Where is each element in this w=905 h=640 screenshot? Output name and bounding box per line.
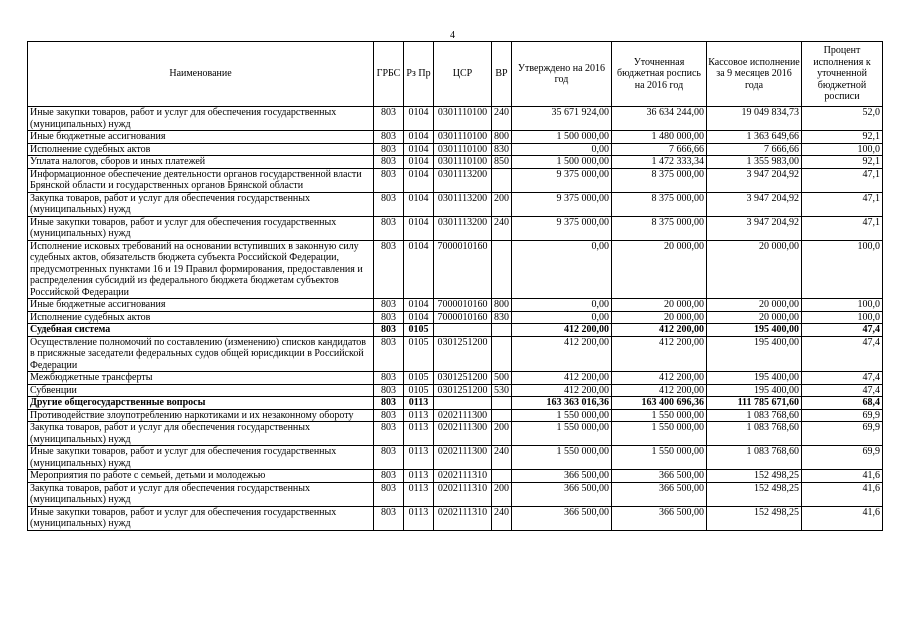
- cell-rz-pr: 0113: [404, 422, 434, 446]
- cell-rz-pr: 0105: [404, 372, 434, 385]
- cell-grbs: 803: [374, 143, 404, 156]
- cell-csr: 0301110100: [434, 131, 492, 144]
- cell-revised: 163 400 696,36: [612, 397, 707, 410]
- cell-percent: 69,9: [802, 446, 883, 470]
- cell-revised: 1 550 000,00: [612, 422, 707, 446]
- cell-name: Закупка товаров, работ и услуг для обеспечения государственных (муниципальных) нужд: [28, 482, 374, 506]
- cell-percent: 47,4: [802, 336, 883, 372]
- cell-rz-pr: 0113: [404, 470, 434, 483]
- cell-cash: 1 083 768,60: [707, 446, 802, 470]
- cell-percent: 100,0: [802, 311, 883, 324]
- cell-revised: 412 200,00: [612, 336, 707, 372]
- cell-rz-pr: 0113: [404, 446, 434, 470]
- cell-revised: 20 000,00: [612, 299, 707, 312]
- cell-grbs: 803: [374, 107, 404, 131]
- cell-name: Другие общегосударственные вопросы: [28, 397, 374, 410]
- table-row: [28, 299, 883, 312]
- cell-csr: 7000010160: [434, 311, 492, 324]
- cell-approved: 0,00: [512, 311, 612, 324]
- cell-approved: 9 375 000,00: [512, 192, 612, 216]
- cell-csr: 0301113200: [434, 168, 492, 192]
- cell-grbs: 803: [374, 240, 404, 299]
- table-row: [28, 107, 883, 131]
- table-row: [28, 470, 883, 483]
- cell-name: Межбюджетные трансферты: [28, 372, 374, 385]
- cell-csr: 0301251200: [434, 336, 492, 372]
- table-row: [28, 384, 883, 397]
- cell-vr: 200: [492, 482, 512, 506]
- cell-grbs: 803: [374, 156, 404, 169]
- cell-percent: 41,6: [802, 506, 883, 530]
- cell-vr: [492, 168, 512, 192]
- cell-revised: 412 200,00: [612, 324, 707, 337]
- cell-revised: 20 000,00: [612, 311, 707, 324]
- cell-csr: 0202111310: [434, 470, 492, 483]
- cell-vr: 240: [492, 216, 512, 240]
- cell-approved: 412 200,00: [512, 384, 612, 397]
- header-percent: Процент исполнения к уточненной бюджетной росписи: [802, 42, 883, 107]
- cell-percent: 100,0: [802, 299, 883, 312]
- cell-csr: 7000010160: [434, 299, 492, 312]
- cell-csr: 0202111300: [434, 446, 492, 470]
- cell-csr: 0202111300: [434, 422, 492, 446]
- cell-vr: 830: [492, 311, 512, 324]
- cell-grbs: 803: [374, 384, 404, 397]
- cell-approved: 0,00: [512, 299, 612, 312]
- cell-percent: 69,9: [802, 422, 883, 446]
- cell-grbs: 803: [374, 506, 404, 530]
- cell-approved: 9 375 000,00: [512, 216, 612, 240]
- cell-grbs: 803: [374, 311, 404, 324]
- header-grbs: ГРБС: [374, 42, 404, 107]
- cell-csr: 0202111310: [434, 482, 492, 506]
- cell-cash: 7 666,66: [707, 143, 802, 156]
- cell-revised: 8 375 000,00: [612, 216, 707, 240]
- cell-cash: 1 355 983,00: [707, 156, 802, 169]
- cell-percent: 41,6: [802, 470, 883, 483]
- cell-revised: 7 666,66: [612, 143, 707, 156]
- cell-approved: 0,00: [512, 240, 612, 299]
- cell-cash: 19 049 834,73: [707, 107, 802, 131]
- cell-revised: 20 000,00: [612, 240, 707, 299]
- cell-name: Информационное обеспечение деятельности органов государственной власти Брянской области и государственных органов Брянской области: [28, 168, 374, 192]
- cell-percent: 47,1: [802, 216, 883, 240]
- cell-approved: 412 200,00: [512, 336, 612, 372]
- cell-grbs: 803: [374, 397, 404, 410]
- cell-percent: 92,1: [802, 131, 883, 144]
- table-row: [28, 311, 883, 324]
- cell-csr: 0301113200: [434, 192, 492, 216]
- cell-percent: 47,1: [802, 168, 883, 192]
- cell-vr: [492, 240, 512, 299]
- header-name: Наименование: [28, 42, 374, 107]
- cell-grbs: 803: [374, 299, 404, 312]
- cell-vr: 830: [492, 143, 512, 156]
- cell-name: Иные закупки товаров, работ и услуг для обеспечения государственных (муниципальных) нужд: [28, 216, 374, 240]
- cell-name: Иные бюджетные ассигнования: [28, 131, 374, 144]
- header-approved: Утверждено на 2016 год: [512, 42, 612, 107]
- cell-rz-pr: 0104: [404, 240, 434, 299]
- cell-rz-pr: 0104: [404, 311, 434, 324]
- cell-cash: 1 363 649,66: [707, 131, 802, 144]
- cell-csr: 0301251200: [434, 384, 492, 397]
- cell-name: Иные закупки товаров, работ и услуг для обеспечения государственных (муниципальных) нужд: [28, 506, 374, 530]
- table-row: [28, 156, 883, 169]
- cell-cash: 195 400,00: [707, 336, 802, 372]
- cell-csr: 0202111310: [434, 506, 492, 530]
- cell-grbs: 803: [374, 324, 404, 337]
- cell-vr: [492, 409, 512, 422]
- table-row: [28, 240, 883, 299]
- cell-vr: [492, 324, 512, 337]
- cell-rz-pr: 0113: [404, 409, 434, 422]
- cell-csr: [434, 397, 492, 410]
- cell-csr: 7000010160: [434, 240, 492, 299]
- cell-cash: 1 083 768,60: [707, 409, 802, 422]
- cell-csr: 0301110100: [434, 156, 492, 169]
- cell-name: Осуществление полномочий по составлению (изменению) списков кандидатов в присяжные заседатели федеральных судов общей юрисдикции в Российской Федерации: [28, 336, 374, 372]
- cell-cash: 3 947 204,92: [707, 168, 802, 192]
- cell-revised: 1 480 000,00: [612, 131, 707, 144]
- cell-vr: 240: [492, 446, 512, 470]
- cell-csr: [434, 324, 492, 337]
- cell-revised: 8 375 000,00: [612, 168, 707, 192]
- cell-rz-pr: 0105: [404, 336, 434, 372]
- cell-grbs: 803: [374, 336, 404, 372]
- cell-name: Иные бюджетные ассигнования: [28, 299, 374, 312]
- cell-rz-pr: 0104: [404, 107, 434, 131]
- cell-rz-pr: 0113: [404, 506, 434, 530]
- cell-rz-pr: 0113: [404, 397, 434, 410]
- cell-csr: 0301110100: [434, 107, 492, 131]
- cell-cash: 111 785 671,60: [707, 397, 802, 410]
- cell-revised: 36 634 244,00: [612, 107, 707, 131]
- table-row: [28, 192, 883, 216]
- cell-name: Мероприятия по работе с семьей, детьми и молодежью: [28, 470, 374, 483]
- budget-table: [27, 41, 883, 531]
- cell-percent: 68,4: [802, 397, 883, 410]
- cell-csr: 0202111300: [434, 409, 492, 422]
- table-row: [28, 131, 883, 144]
- table-row: [28, 336, 883, 372]
- cell-csr: 0301251200: [434, 372, 492, 385]
- cell-cash: 20 000,00: [707, 311, 802, 324]
- header-csr: ЦСР: [434, 42, 492, 107]
- cell-name: Субвенции: [28, 384, 374, 397]
- cell-revised: 366 500,00: [612, 482, 707, 506]
- cell-name: Иные закупки товаров, работ и услуг для обеспечения государственных (муниципальных) нужд: [28, 446, 374, 470]
- cell-approved: 366 500,00: [512, 506, 612, 530]
- table-row: [28, 143, 883, 156]
- table-row: [28, 506, 883, 530]
- cell-name: Противодействие злоупотреблению наркотиками и их незаконному обороту: [28, 409, 374, 422]
- cell-rz-pr: 0105: [404, 324, 434, 337]
- header-revised: Уточненная бюджетная роспись на 2016 год: [612, 42, 707, 107]
- cell-approved: 1 500 000,00: [512, 131, 612, 144]
- cell-revised: 1 550 000,00: [612, 446, 707, 470]
- cell-revised: 366 500,00: [612, 470, 707, 483]
- cell-name: Исполнение исковых требований на основании вступивших в законную силу судебных актов, обязательств бюджета субъекта Российской Федерации, предусмотренных пунктами 16 и 19 Правил формирования, предоставления и распределения субсидий из федерального бюджета бюджетам субъектов Российской Федерации: [28, 240, 374, 299]
- cell-vr: 500: [492, 372, 512, 385]
- cell-cash: 1 083 768,60: [707, 422, 802, 446]
- cell-grbs: 803: [374, 470, 404, 483]
- cell-grbs: 803: [374, 131, 404, 144]
- cell-vr: 240: [492, 506, 512, 530]
- table-row: [28, 216, 883, 240]
- cell-approved: 1 550 000,00: [512, 422, 612, 446]
- cell-approved: 9 375 000,00: [512, 168, 612, 192]
- cell-rz-pr: 0105: [404, 384, 434, 397]
- cell-percent: 100,0: [802, 143, 883, 156]
- table-row: [28, 324, 883, 337]
- cell-approved: 35 671 924,00: [512, 107, 612, 131]
- cell-percent: 52,0: [802, 107, 883, 131]
- table-row: [28, 372, 883, 385]
- cell-approved: 1 550 000,00: [512, 446, 612, 470]
- cell-cash: 152 498,25: [707, 482, 802, 506]
- cell-cash: 152 498,25: [707, 470, 802, 483]
- table-row: [28, 168, 883, 192]
- cell-revised: 366 500,00: [612, 506, 707, 530]
- cell-grbs: 803: [374, 168, 404, 192]
- table-row: [28, 409, 883, 422]
- cell-approved: 366 500,00: [512, 470, 612, 483]
- cell-rz-pr: 0104: [404, 131, 434, 144]
- cell-percent: 47,4: [802, 372, 883, 385]
- cell-grbs: 803: [374, 216, 404, 240]
- header-vr: ВР: [492, 42, 512, 107]
- cell-approved: 1 500 000,00: [512, 156, 612, 169]
- cell-rz-pr: 0104: [404, 168, 434, 192]
- cell-approved: 163 363 016,36: [512, 397, 612, 410]
- cell-rz-pr: 0104: [404, 143, 434, 156]
- cell-approved: 0,00: [512, 143, 612, 156]
- cell-vr: [492, 336, 512, 372]
- cell-percent: 69,9: [802, 409, 883, 422]
- cell-name: Уплата налогов, сборов и иных платежей: [28, 156, 374, 169]
- cell-name: Закупка товаров, работ и услуг для обеспечения государственных (муниципальных) нужд: [28, 192, 374, 216]
- cell-revised: 412 200,00: [612, 384, 707, 397]
- table-row: [28, 446, 883, 470]
- cell-cash: 20 000,00: [707, 240, 802, 299]
- cell-rz-pr: 0104: [404, 156, 434, 169]
- cell-percent: 47,1: [802, 192, 883, 216]
- cell-cash: 3 947 204,92: [707, 192, 802, 216]
- cell-revised: 1 550 000,00: [612, 409, 707, 422]
- cell-cash: 195 400,00: [707, 384, 802, 397]
- cell-cash: 3 947 204,92: [707, 216, 802, 240]
- cell-approved: 366 500,00: [512, 482, 612, 506]
- cell-approved: 1 550 000,00: [512, 409, 612, 422]
- cell-approved: 412 200,00: [512, 372, 612, 385]
- cell-vr: [492, 397, 512, 410]
- cell-grbs: 803: [374, 446, 404, 470]
- cell-vr: 200: [492, 192, 512, 216]
- cell-name: Иные закупки товаров, работ и услуг для обеспечения государственных (муниципальных) нужд: [28, 107, 374, 131]
- cell-revised: 1 472 333,34: [612, 156, 707, 169]
- cell-cash: 195 400,00: [707, 324, 802, 337]
- cell-grbs: 803: [374, 409, 404, 422]
- cell-vr: [492, 470, 512, 483]
- table-row: [28, 422, 883, 446]
- cell-csr: 0301113200: [434, 216, 492, 240]
- cell-grbs: 803: [374, 192, 404, 216]
- cell-vr: 200: [492, 422, 512, 446]
- header-rz-pr: Рз Пр: [404, 42, 434, 107]
- table-row: [28, 397, 883, 410]
- header-cash: Кассовое исполнение за 9 месяцев 2016 года: [707, 42, 802, 107]
- cell-cash: 20 000,00: [707, 299, 802, 312]
- cell-cash: 152 498,25: [707, 506, 802, 530]
- cell-percent: 100,0: [802, 240, 883, 299]
- cell-rz-pr: 0104: [404, 192, 434, 216]
- header-row: [28, 42, 883, 107]
- cell-percent: 47,4: [802, 384, 883, 397]
- cell-vr: 850: [492, 156, 512, 169]
- cell-name: Исполнение судебных актов: [28, 311, 374, 324]
- cell-rz-pr: 0113: [404, 482, 434, 506]
- cell-percent: 47,4: [802, 324, 883, 337]
- cell-grbs: 803: [374, 372, 404, 385]
- cell-grbs: 803: [374, 422, 404, 446]
- cell-csr: 0301110100: [434, 143, 492, 156]
- cell-vr: 530: [492, 384, 512, 397]
- cell-percent: 92,1: [802, 156, 883, 169]
- cell-percent: 41,6: [802, 482, 883, 506]
- cell-revised: 8 375 000,00: [612, 192, 707, 216]
- cell-name: Исполнение судебных актов: [28, 143, 374, 156]
- cell-name: Закупка товаров, работ и услуг для обеспечения государственных (муниципальных) нужд: [28, 422, 374, 446]
- cell-name: Судебная система: [28, 324, 374, 337]
- cell-vr: 800: [492, 299, 512, 312]
- page-number: 4: [450, 30, 455, 41]
- table-row: [28, 482, 883, 506]
- cell-grbs: 803: [374, 482, 404, 506]
- cell-rz-pr: 0104: [404, 216, 434, 240]
- cell-rz-pr: 0104: [404, 299, 434, 312]
- cell-approved: 412 200,00: [512, 324, 612, 337]
- cell-vr: 240: [492, 107, 512, 131]
- cell-revised: 412 200,00: [612, 372, 707, 385]
- cell-vr: 800: [492, 131, 512, 144]
- cell-cash: 195 400,00: [707, 372, 802, 385]
